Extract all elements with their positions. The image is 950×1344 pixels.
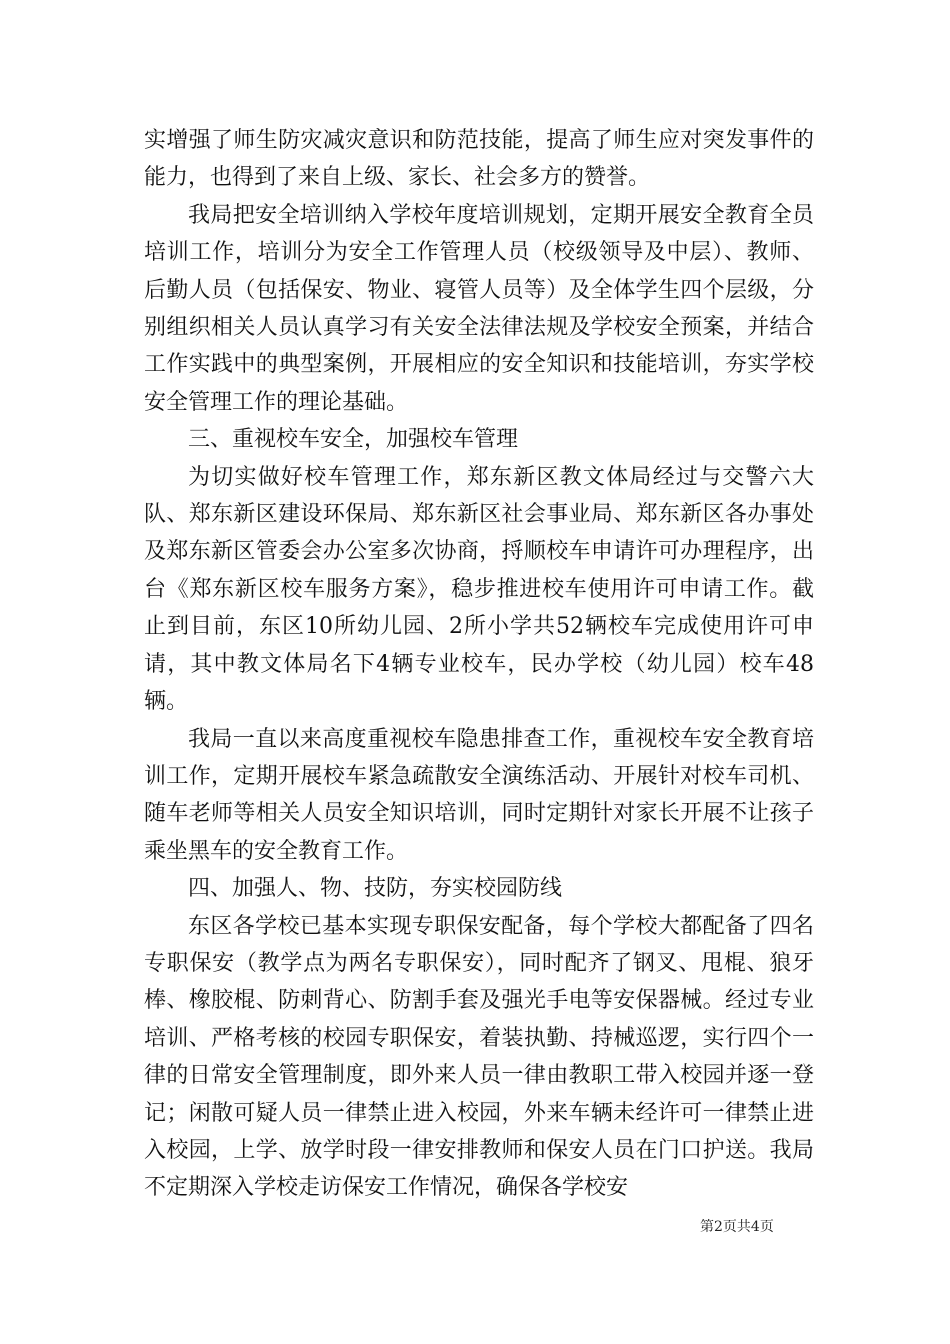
paragraph-7: 东区各学校已基本实现专职保安配备，每个学校大都配备了四名专职保安（教学点为两名专职保安），同时配齐了钢叉、甩棍、狼牙棒、橡胶棍、防刺背心、防割手套及强光手电等安保器械。经过专业培训、严格考核的校园专职保安，着装执勤、持械巡逻，实行四个一律的日常安全管理制度，即外来人员一律由教职工带入校园并逐一登记；闲散可疑人员一律禁止进入校园，外来车辆未经许可一律禁止进入校园，上学、放学时段一律安排教师和保安人员在门口护送。我局不定期深入学校走访保安工作情况，确保各学校安	[144, 913, 814, 1201]
page-number-footer: 第2页共4页	[700, 1219, 774, 1235]
paragraph-2: 我局把安全培训纳入学校年度培训规划，定期开展安全教育全员培训工作，培训分为安全工作管理人员（校级领导及中层）、教师、后勤人员（包括保安、物业、寝管人员等）及全体学生四个层级，分别组织相关人员认真学习有关安全法律法规及学校安全预案，并结合工作实践中的典型案例，开展相应的安全知识和技能培训，夯实学校安全管理工作的理论基础。	[144, 202, 814, 415]
paragraph-1: 实增强了师生防灾减灾意识和防范技能，提高了师生应对突发事件的能力，也得到了来自上级、家长、社会多方的赞誉。	[144, 128, 814, 191]
section-heading-3: 三、重视校车安全，加强校车管理	[188, 427, 519, 453]
paragraph-4: 为切实做好校车管理工作，郑东新区教文体局经过与交警六大队、郑东新区建设环保局、郑东新区社会事业局、郑东新区各办事处及郑东新区管委会办公室多次协商，捋顺校车申请许可办理程序，出台《郑东新区校车服务方案》，稳步推进校车使用许可申请工作。截止到目前，东区10所幼儿园、2所小学共52辆校车完成使用许可申请，其中教文体局名下4辆专业校车，民办学校（幼儿园）校车48辆。	[144, 464, 814, 715]
section-heading-4: 四、加强人、物、技防，夯实校园防线	[188, 876, 563, 902]
paragraph-5: 我局一直以来高度重视校车隐患排查工作，重视校车安全教育培训工作，定期开展校车紧急疏散安全演练活动、开展针对校车司机、随车老师等相关人员安全知识培训，同时定期针对家长开展不让孩子乘坐黑车的安全教育工作。	[144, 726, 814, 864]
document-body	[144, 122, 814, 1207]
